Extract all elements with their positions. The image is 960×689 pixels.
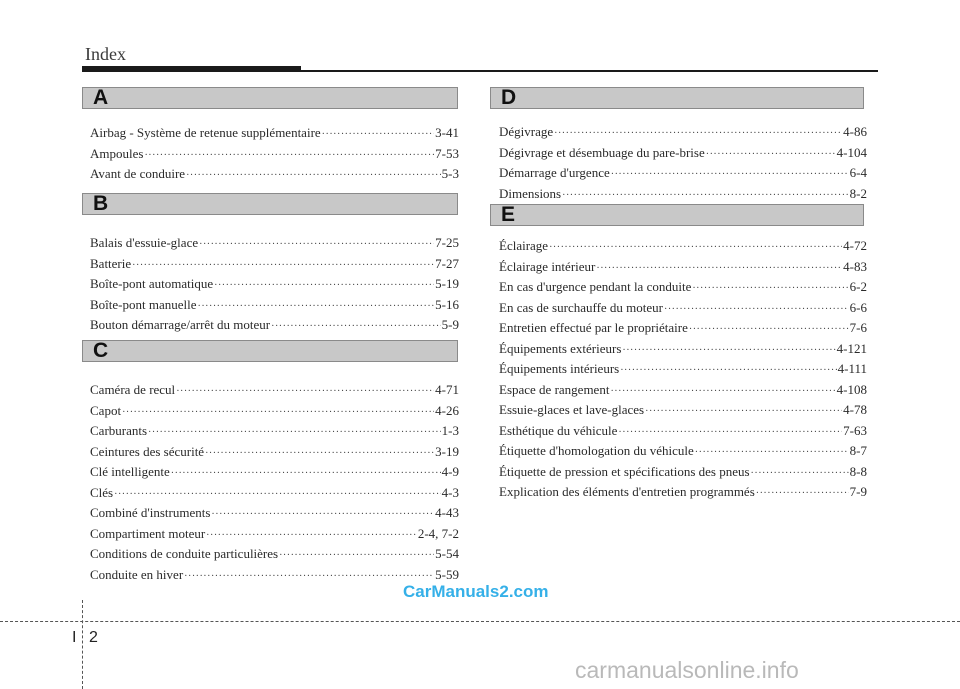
index-entry [499,298,867,319]
index-entry-page: 4-86 [843,124,867,139]
index-entry-leader-dots [562,186,849,207]
index-entry-page: 7-27 [435,255,459,271]
index-entry-leader-dots [620,361,836,382]
index-entry-leader-dots [618,423,842,444]
index-entry-leader-dots [144,146,434,167]
index-entry [90,442,459,463]
index-entry [90,462,459,483]
index-entry [499,236,867,257]
index-entry-label: Équipements intérieurs [499,361,620,376]
index-entry [90,295,459,316]
index-entry-page: 4-78 [843,402,867,417]
index-entry-label: Caméra de recul [90,382,176,397]
section-header-d [490,87,864,109]
index-entry-label: Capot [90,402,122,418]
section-header-b [82,193,458,215]
index-entry-page: 7-63 [843,422,867,438]
index-entry-label: Clé intelligente [90,464,170,479]
section-header-e [490,204,864,226]
index-entry [90,421,459,442]
index-entry-leader-dots [322,125,434,146]
footer-page-number: 2 [89,629,98,646]
index-entry-label: Dégivrage [499,124,554,139]
index-entry-label: Ampoules [90,145,144,161]
section-letter-a: A [93,86,109,109]
index-entry-page: 7-25 [435,235,459,250]
index-entry-page: 7-53 [435,145,459,161]
index-entry-label: Balais d'essuie-glace [90,235,199,250]
index-entry [90,254,459,275]
index-entry [499,359,867,380]
index-entry [499,462,867,483]
index-entry-leader-dots [184,567,434,588]
index-entry-leader-dots [622,341,835,362]
index-entry-page: 5-19 [435,276,459,291]
index-entry-page: 3-19 [435,443,459,459]
index-entry-label: Espace de rangement [499,381,610,397]
index-entry-label: Étiquette d'homologation du véhicule [499,443,694,458]
index-entry-page: 3-41 [435,125,459,140]
index-entry-leader-dots [271,317,441,338]
section-letter-b: B [93,192,109,215]
index-entry-label: Batterie [90,255,132,271]
index-entry-label: Esthétique du véhicule [499,422,618,438]
footer-divider [0,621,960,622]
section-e-entries [499,236,867,503]
index-entry-leader-dots [554,124,842,145]
index-entry-leader-dots [114,485,441,506]
index-entry [90,503,459,524]
index-entry-label: Boîte-pont manuelle [90,296,197,312]
index-entry [499,421,867,442]
watermark-carmanuals2[interactable]: CarManuals2.com [403,582,549,601]
index-entry [499,380,867,401]
index-entry-label: Ceintures des sécurité [90,443,205,459]
index-entry-page: 4-83 [843,258,867,274]
index-entry-leader-dots [171,464,441,485]
section-letter-e: E [501,203,516,226]
index-entry-page: 7-6 [849,320,867,335]
index-entry-page: 4-111 [837,361,867,376]
index-entry [499,339,867,360]
index-entry [90,524,459,545]
index-entry [499,441,867,462]
index-entry-label: Éclairage intérieur [499,258,596,274]
index-entry-page: 8-2 [849,185,867,201]
index-entry-leader-dots [692,279,848,300]
index-entry [499,400,867,421]
index-entry-page: 6-4 [849,165,867,180]
index-entry-label: Explication des éléments d'entretien programmés [499,484,755,499]
index-entry-leader-dots [610,382,835,403]
section-header-c [82,340,458,362]
index-entry [499,143,867,164]
index-entry-page: 8-7 [849,443,867,458]
footer-vertical-divider [82,600,83,689]
index-entry-page: 4-3 [441,484,459,500]
section-header-a [82,87,458,109]
index-entry-leader-dots [279,546,434,567]
index-entry-label: Boîte-pont automatique [90,276,214,291]
index-entry-page: 5-59 [435,566,459,582]
index-entry-leader-dots [549,238,842,259]
index-entry-label: Équipements extérieurs [499,340,622,356]
index-entry-leader-dots [198,297,435,318]
index-entry [90,483,459,504]
section-b-entries [90,233,459,336]
index-entry-page: 4-26 [435,402,459,418]
index-entry [499,163,867,184]
index-entry-page: 4-108 [836,381,867,397]
index-entry [90,123,459,144]
index-entry [90,233,459,254]
section-letter-d: D [501,86,517,109]
index-entry-page: 2-4, 7-2 [417,525,459,541]
index-entry-label: Clés [90,484,114,500]
index-entry-page: 4-121 [836,340,867,356]
index-entry-page: 6-2 [849,279,867,294]
index-entry-label: Airbag - Système de retenue supplémentaire [90,125,321,140]
index-entry-label: En cas d'urgence pendant la conduite [499,279,692,294]
index-entry-leader-dots [199,235,434,256]
index-entry-page: 4-9 [441,464,459,479]
footer-section-letter: I [72,629,77,646]
index-entry-leader-dots [214,276,434,297]
index-entry-leader-dots [756,484,849,505]
index-entry-page: 4-104 [836,144,867,160]
index-entry-page: 5-54 [435,546,459,561]
index-entry-leader-dots [645,402,842,423]
index-entry-leader-dots [206,526,417,547]
index-entry [499,318,867,339]
index-entry-leader-dots [664,300,849,321]
index-entry [90,401,459,422]
index-entry-page: 7-9 [849,484,867,499]
index-entry-page: 4-71 [435,382,459,397]
index-entry [499,277,867,298]
index-entry [499,184,867,205]
index-entry [90,544,459,565]
index-entry-page: 1-3 [441,423,459,438]
index-entry-label: Étiquette de pression et spécifications des pneus [499,463,750,479]
index-entry [90,380,459,401]
index-entry-leader-dots [751,464,849,485]
index-entry [499,122,867,143]
index-entry-label: Dégivrage et désembuage du pare-brise [499,144,705,160]
index-entry-leader-dots [205,444,434,465]
index-entry-leader-dots [211,505,434,526]
index-entry-leader-dots [695,443,849,464]
index-entry-page: 4-43 [435,505,459,520]
index-entry-page: 5-9 [441,317,459,332]
index-entry [499,257,867,278]
index-entry [90,315,459,336]
index-entry-label: Démarrage d'urgence [499,165,610,180]
index-entry-label: Essuie-glaces et lave-glaces [499,402,645,417]
index-entry-page: 5-16 [435,296,459,312]
index-entry-label: Compartiment moteur [90,525,206,541]
index-entry-page: 6-6 [849,299,867,315]
index-entry-page: 8-8 [849,463,867,479]
index-entry-page: 4-72 [843,238,867,253]
index-entry-label: Avant de conduire [90,166,186,181]
index-entry-label: Dimensions [499,185,562,201]
index-entry-label: Conditions de conduite particulières [90,546,279,561]
index-entry-leader-dots [176,382,434,403]
index-entry-label: En cas de surchauffe du moteur [499,299,664,315]
header-rule-thin [301,70,878,72]
index-entry [90,164,459,185]
index-entry-leader-dots [148,423,441,444]
index-entry-leader-dots [689,320,849,341]
index-entry-label: Combiné d'instruments [90,505,211,520]
index-entry-leader-dots [186,166,441,187]
index-entry-label: Bouton démarrage/arrêt du moteur [90,317,271,332]
index-entry [90,144,459,165]
section-d-entries [499,122,867,204]
section-a-entries [90,123,459,185]
header-rule-thick [82,66,301,72]
index-entry-leader-dots [596,259,842,280]
watermark-carmanualsonline[interactable]: carmanualsonline.info [575,657,799,683]
index-entry-leader-dots [132,256,434,277]
index-entry-page: 5-3 [441,166,459,181]
index-entry-label: Carburants [90,423,148,438]
index-entry-label: Entretien effectué par le propriétaire [499,320,688,335]
index-entry-label: Conduite en hiver [90,566,184,582]
index-entry-label: Éclairage [499,238,549,253]
page-title: Index [85,44,126,64]
index-entry [90,274,459,295]
section-letter-c: C [93,339,109,362]
index-entry-leader-dots [706,145,836,166]
index-entry-leader-dots [611,165,849,186]
index-entry-leader-dots [122,403,434,424]
index-entry [499,482,867,503]
section-c-entries [90,380,459,585]
